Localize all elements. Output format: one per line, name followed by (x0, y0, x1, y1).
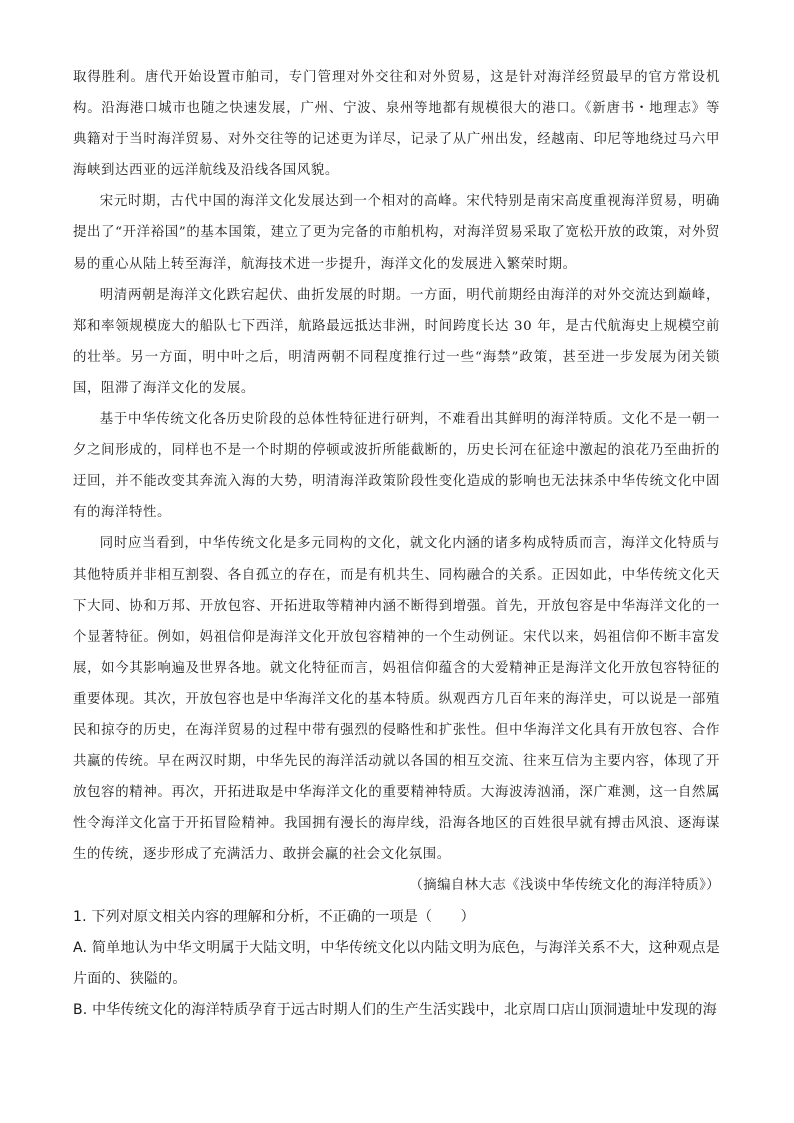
question-1-option-a: A. 简单地认为中华文明属于大陆文明，中华传统文化以内陆文明为底色，与海洋关系不大，这种观点是片面的、狭隘的。 (73, 939, 720, 987)
question-1-option-b: B. 中华传统文化的海洋特质孕育于远古时期人们的生产生活实践中，北京周口店山顶洞遗址中发现的海 (73, 1001, 717, 1018)
article-paragraph-3: 明清两朝是海洋文化跌宕起伏、曲折发展的时期。一方面，明代前期经由海洋的对外交流达到巅峰，郑和率领规模庞大的船队七下西洋，航路最远抵达非洲，时间跨度长达 30 年，是古代航海史上规模空前的壮举。另一方面，明中叶之后，明清两朝不同程度推行过一些“海禁”政策，甚至进一步发展为闭关锁国，阻滞了海洋文化的发展。 (73, 287, 720, 396)
article-paragraph-1: 取得胜利。唐代开始设置市舶司，专门管理对外交往和对外贸易，这是针对海洋经贸最早的官方常设机构。沿海港口城市也随之快速发展，广州、宁波、泉州等地都有规模很大的港口。《新唐书・地理志》等典籍对于当时海洋贸易、对外交往等的记述更为详尽，记录了从广州出发，经越南、印尼等地绕过马六甲海峡到达西亚的远洋航线及沿线各国风貌。 (73, 70, 720, 179)
article-paragraph-5: 同时应当看到，中华传统文化是多元同构的文化，就文化内涵的诸多构成特质而言，海洋文化特质与其他特质并非相互割裂、各自孤立的存在，而是有机共生、同构融合的关系。正因如此，中华传统文化天下大同、协和万邦、开放包容、开拓进取等精神内涵不断得到增强。首先，开放包容是中华海洋文化的一个显著特征。例如，妈祖信仰是海洋文化开放包容精神的一个生动例证。宋代以来，妈祖信仰不断丰富发展，如今其影响遍及世界各地。就文化特征而言，妈祖信仰蕴含的大爱精神正是海洋文化开放包容特征的重要体现。其次，开放包容也是中华海洋文化的基本特质。纵观西方几百年来的海洋史，可以说是一部殖民和掠夺的历史，在海洋贸易的过程中带有强烈的侵略性和扩张性。但中华海洋文化具有开放包容、合作共赢的传统。早在两汉时期，中华先民的海洋活动就以各国的相互交流、往来互信为主要内容，体现了开放包容的精神。再次，开拓进取是中华海洋文化的重要精神特质。大海波涛汹涌，深广难测，这一自然属性令海洋文化富于开拓冒险精神。我国拥有漫长的海岸线，沿海各地区的百姓很早就有搏击风浪、逐海谋生的传统，逐步形成了充满活力、敢拼会赢的社会文化氛围。 (73, 536, 720, 863)
document-page (73, 62, 720, 1026)
article-paragraph-2: 宋元时期，古代中国的海洋文化发展达到一个相对的高峰。宋代特别是南宋高度重视海洋贸易，明确提出了“开洋裕国”的基本国策，建立了更为完备的市舶机构，对海洋贸易采取了宽松开放的政策，对外贸易的重心从陆上转至海洋，航海技术进一步提升，海洋文化的发展进入繁荣时期。 (73, 194, 720, 272)
article-source-citation: （摘编自林大志《浅谈中华传统文化的海洋特质》） (409, 878, 720, 894)
question-1-stem: 1. 下列对原文相关内容的理解和分析，不正确的一项是（ ） (73, 908, 475, 925)
article-paragraph-4: 基于中华传统文化各历史阶段的总体性特征进行研判，不难看出其鲜明的海洋特质。文化不是一朝一夕之间形成的，同样也不是一个时期的停顿或波折所能截断的，历史长河在征途中激起的浪花乃至曲折的迂回，并不能改变其奔流入海的大势，明清海洋政策阶段性变化造成的影响也无法抹杀中华传统文化中固有的海洋特性。 (73, 412, 720, 521)
